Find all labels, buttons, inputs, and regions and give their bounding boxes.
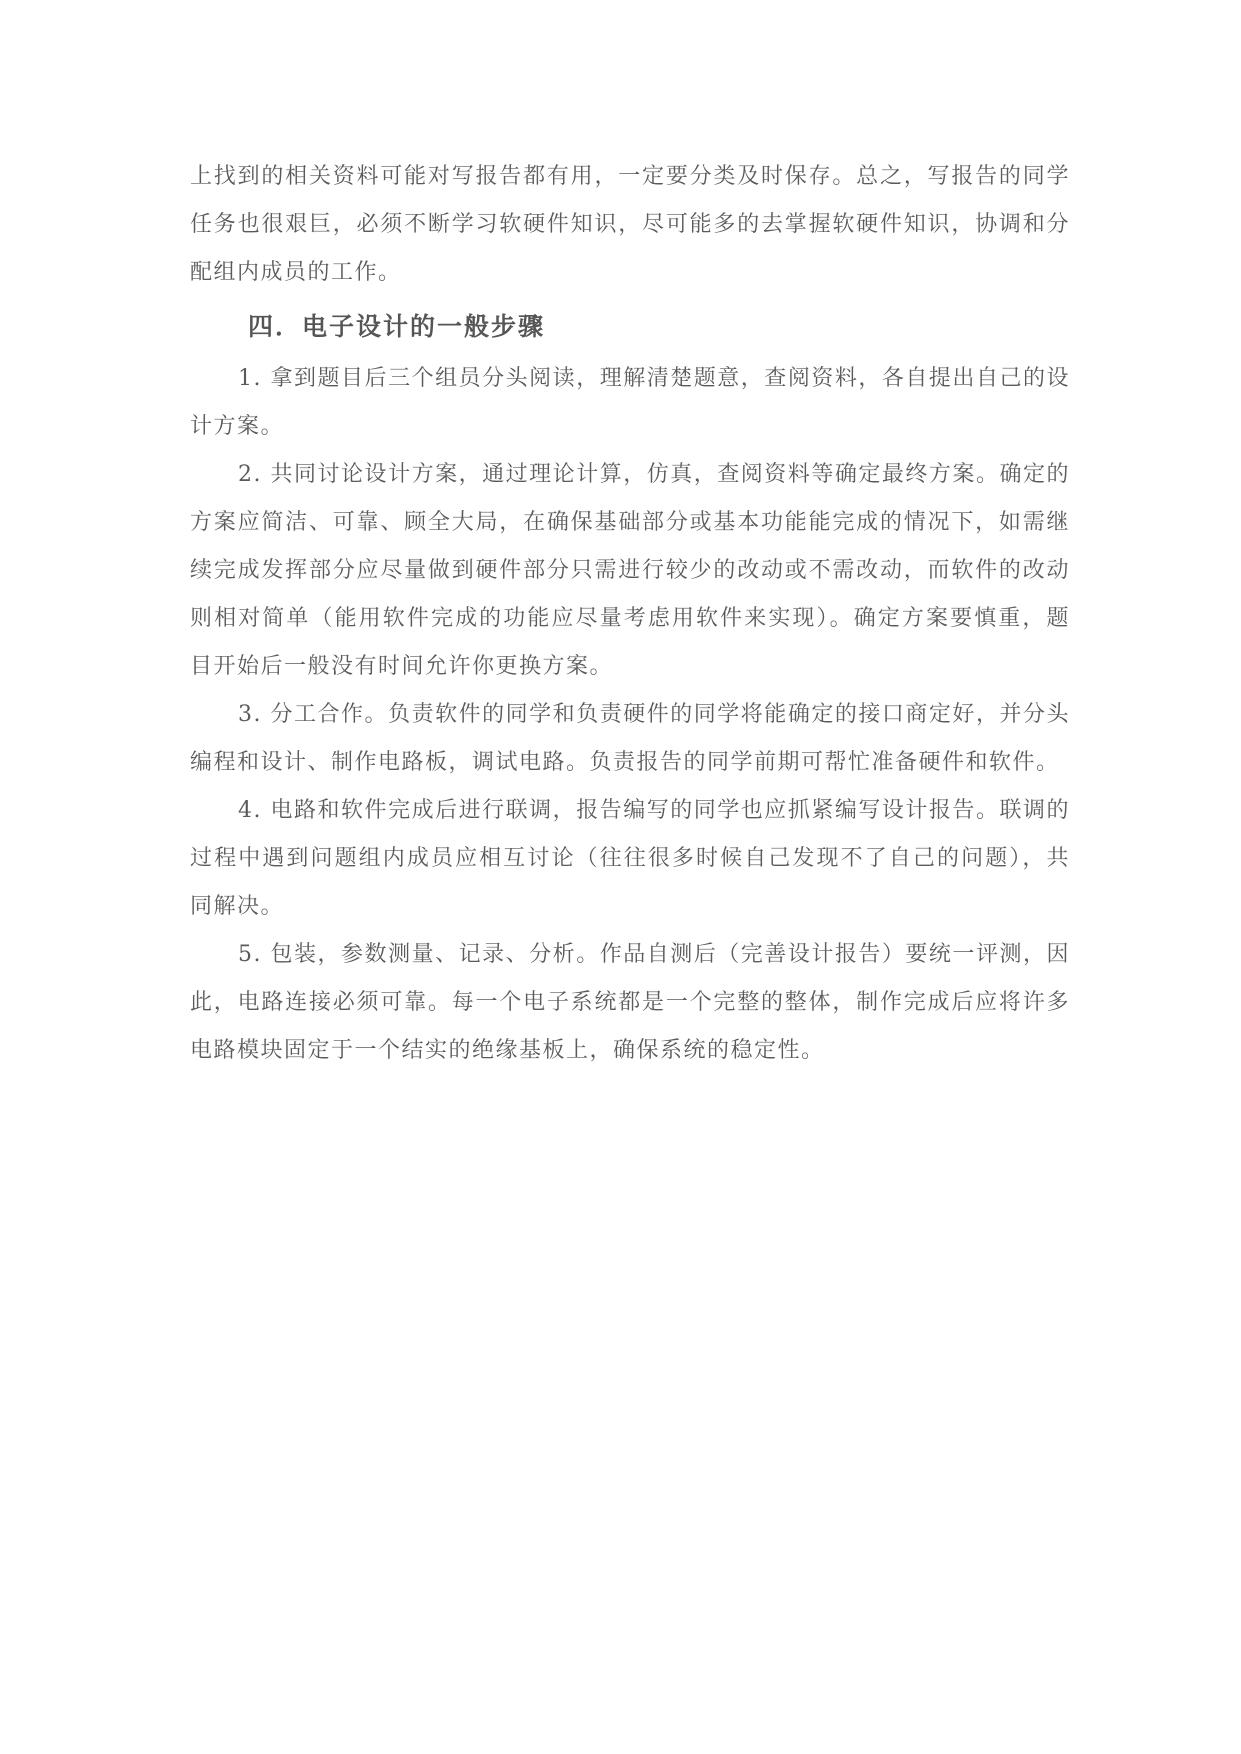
- step-paragraph-2: 2. 共同讨论设计方案，通过理论计算，仿真，查阅资料等确定最终方案。确定的方案应简洁、可靠、顾全大局，在确保基础部分或基本功能能完成的情况下，如需继续完成发挥部分应尽量做到硬件部分只需进行较少的改动或不需改动，而软件的改动则相对简单（能用软件完成的功能应尽量考虑用软件来实现）。确定方案要慎重，题目开始后一般没有时间允许你更换方案。: [190, 462, 1070, 679]
- step-paragraph-1: 1. 拿到题目后三个组员分头阅读，理解清楚题意，查阅资料，各自提出自己的设计方案。: [190, 366, 1070, 439]
- section-heading: 四．电子设计的一般步骤: [248, 312, 546, 341]
- document-body: [190, 153, 1070, 1075]
- step-paragraph-5: 5. 包装，参数测量、记录、分析。作品自测后（完善设计报告）要统一评测，因此，电路连接必须可靠。每一个电子系统都是一个完整的整体，制作完成后应将许多电路模块固定于一个结实的绝缘基板上，确保系统的稳定性。: [190, 942, 1070, 1063]
- intro-paragraph: 上找到的相关资料可能对写报告都有用，一定要分类及时保存。总之，写报告的同学任务也很艰巨，必须不断学习软硬件知识，尽可能多的去掌握软硬件知识，协调和分配组内成员的工作。: [190, 164, 1070, 285]
- step-paragraph-4: 4. 电路和软件完成后进行联调，报告编写的同学也应抓紧编写设计报告。联调的过程中遇到问题组内成员应相互讨论（往往很多时候自己发现不了自己的问题），共同解决。: [190, 798, 1070, 919]
- step-paragraph-3: 3. 分工合作。负责软件的同学和负责硬件的同学将能确定的接口商定好，并分头编程和设计、制作电路板，调试电路。负责报告的同学前期可帮忙准备硬件和软件。: [190, 702, 1070, 775]
